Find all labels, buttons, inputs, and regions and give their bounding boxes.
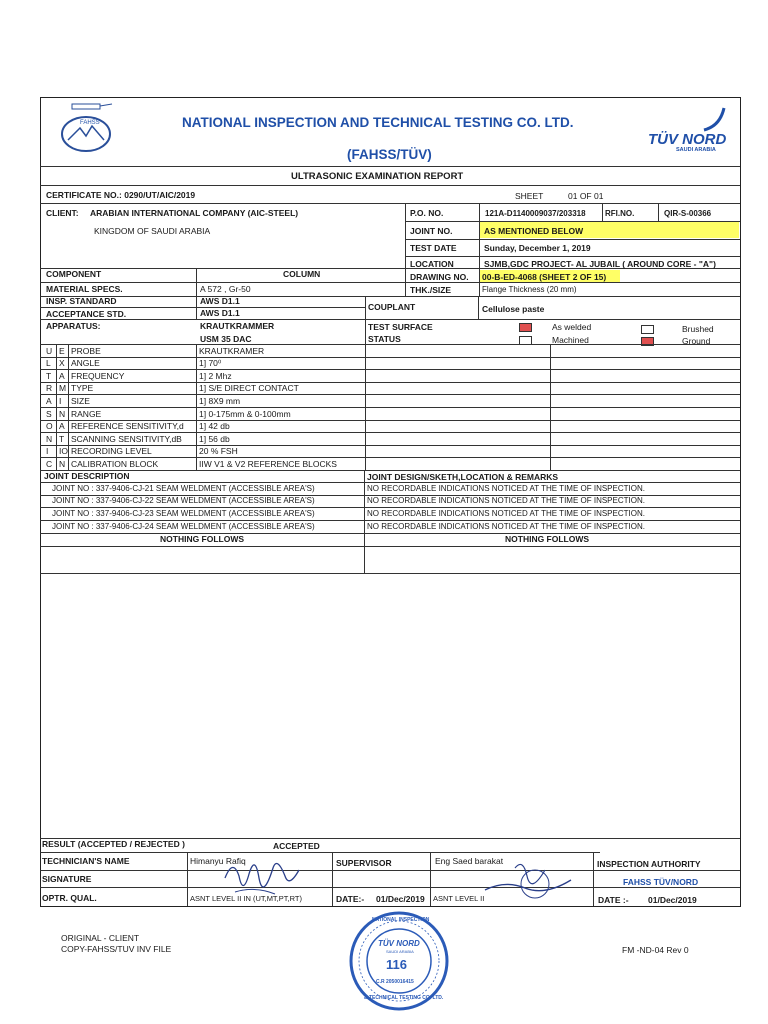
accept-std-label: ACCEPTANCE STD. bbox=[46, 309, 127, 319]
authority-value: FAHSS TÜV/NORD bbox=[623, 877, 699, 887]
as-welded-label: As welded bbox=[552, 322, 592, 332]
probe-row-letter-2: E bbox=[59, 345, 65, 356]
probe-row-letter-2: M bbox=[59, 383, 67, 394]
probe-row-value: 20 % FSH bbox=[199, 446, 238, 457]
stamp-cr: C.R 2050016415 bbox=[376, 979, 414, 985]
supervisor-signature bbox=[475, 850, 585, 915]
probe-row-value: IIW V1 & V2 REFERENCE BLOCKS bbox=[199, 458, 337, 469]
probe-row-value: 1] 70⁰ bbox=[199, 358, 222, 369]
result-label: RESULT (ACCEPTED / REJECTED ) bbox=[42, 839, 185, 849]
logo-text: FAHSS bbox=[80, 120, 100, 126]
tuv-brand: TÜV NORD bbox=[648, 131, 727, 148]
probe-row-label: FREQUENCY bbox=[71, 370, 125, 381]
joint-row-remark: NO RECORDABLE INDICATIONS NOTICED AT THE TIME OF INSPECTION. bbox=[367, 521, 645, 531]
tech-label: TECHNICIAN'S NAME bbox=[42, 856, 130, 866]
tech-name: Himanyu Rafiq bbox=[190, 856, 246, 866]
couplant-value: Cellulose paste bbox=[482, 304, 545, 314]
level2: ASNT LEVEL II bbox=[433, 894, 485, 903]
stamp-ring-top: NATIONAL INSPECTION bbox=[372, 917, 430, 923]
technician-signature bbox=[215, 848, 305, 913]
accept-std-value: AWS D1.1 bbox=[200, 308, 240, 318]
probe-row-value: KRAUTKRAMER bbox=[199, 345, 265, 356]
drawing-label: DRAWING NO. bbox=[410, 272, 469, 282]
rfi-label: RFI.NO. bbox=[605, 209, 635, 218]
sheet-value: 01 OF 01 bbox=[568, 191, 604, 201]
po-label: P.O. NO. bbox=[410, 208, 444, 218]
date1-value: 01/Dec/2019 bbox=[376, 894, 425, 904]
probe-row-label: REFERENCE SENSITIVITY,d bbox=[71, 421, 184, 432]
joint-row-remark: NO RECORDABLE INDICATIONS NOTICED AT THE TIME OF INSPECTION. bbox=[367, 496, 645, 506]
stamp-brand: TÜV NORD bbox=[378, 939, 420, 948]
insp-std-label: INSP. STANDARD bbox=[46, 296, 117, 306]
surface-label: TEST SURFACE bbox=[368, 322, 433, 332]
stamp-number: 116 bbox=[386, 957, 407, 972]
probe-row-letter-2: N bbox=[59, 408, 66, 419]
joint-desc-header: JOINT DESCRIPTION bbox=[44, 471, 130, 481]
probe-row-value: 1] S/E DIRECT CONTACT bbox=[199, 383, 299, 394]
probe-row-value: 1] 2 Mhz bbox=[199, 370, 232, 381]
probe-row-letter-1: C bbox=[46, 458, 53, 469]
component-label: COMPONENT bbox=[46, 269, 102, 279]
qual-value: ASNT LEVEL II IN (UT,MT,PT,RT) bbox=[190, 894, 302, 903]
test-date: Sunday, December 1, 2019 bbox=[484, 243, 591, 253]
probe-row-letter-1: N bbox=[46, 433, 53, 444]
drawing-value: 00-B-ED-4068 (SHEET 2 OF 15) bbox=[482, 272, 607, 282]
certificate-no: CERTIFICATE NO.: 0290/UT/AIC/2019 bbox=[46, 190, 196, 200]
status-label: STATUS bbox=[368, 334, 401, 344]
location-value: SJMB,GDC PROJECT- AL JUBAIL ( AROUND CORE - "A") bbox=[484, 259, 716, 269]
form-number: FM -ND-04 Rev 0 bbox=[622, 945, 689, 955]
probe-row-letter-2: N bbox=[59, 458, 66, 469]
probe-row-letter-2: X bbox=[59, 358, 65, 369]
client-name: ARABIAN INTERNATIONAL COMPANY (AIC-STEEL) bbox=[90, 208, 299, 218]
supervisor-label: SUPERVISOR bbox=[336, 858, 392, 868]
brushed-label: Brushed bbox=[682, 324, 714, 334]
probe-row-label: SCANNING SENSITIVITY,dB bbox=[71, 433, 182, 444]
date2-value: 01/Dec/2019 bbox=[648, 895, 697, 905]
joint-row-desc: JOINT NO : 337-9406-CJ-22 SEAM WELDMENT (ACCESSIBLE AREA'S) bbox=[52, 496, 315, 506]
probe-row-letter-2: A bbox=[59, 421, 65, 432]
date1-label: DATE:- bbox=[336, 894, 365, 904]
report-title: ULTRASONIC EXAMINATION REPORT bbox=[291, 171, 464, 182]
couplant-label: COUPLANT bbox=[368, 302, 416, 312]
probe-row-label: ANGLE bbox=[71, 358, 100, 369]
probe-row-letter-1: R bbox=[46, 383, 53, 394]
probe-row-label: CALIBRATION BLOCK bbox=[71, 458, 159, 469]
probe-row-letter-1: L bbox=[46, 358, 51, 369]
insp-std-value: AWS D1.1 bbox=[200, 296, 240, 306]
joint-row-desc: JOINT NO : 337-9406-CJ-23 SEAM WELDMENT (ACCESSIBLE AREA'S) bbox=[52, 508, 315, 518]
brushed-swatch bbox=[641, 325, 654, 334]
signature-label: SIGNATURE bbox=[42, 874, 92, 884]
date-label: TEST DATE bbox=[410, 243, 457, 253]
result-value: ACCEPTED bbox=[273, 841, 320, 851]
thk-value: Flange Thickness (20 mm) bbox=[482, 285, 577, 294]
tuv-swoosh-icon bbox=[700, 104, 730, 139]
probe-row-letter-1: U bbox=[46, 345, 53, 356]
probe-row-label: PROBE bbox=[71, 345, 101, 356]
nothing-follows-right: NOTHING FOLLOWS bbox=[505, 534, 590, 544]
probe-row-letter-1: T bbox=[46, 370, 52, 381]
rfi-value: QIR-S-00366 bbox=[664, 209, 712, 218]
joint-row-desc: JOINT NO : 337-9406-CJ-21 SEAM WELDMENT (ACCESSIBLE AREA'S) bbox=[52, 483, 315, 493]
probe-row-label: SIZE bbox=[71, 395, 90, 406]
tuv-sub: SAUDI ARABIA bbox=[676, 147, 716, 153]
probe-row-letter-1: A bbox=[46, 395, 52, 406]
copy-file: COPY-FAHSS/TUV INV FILE bbox=[61, 944, 172, 954]
joint-label: JOINT NO. bbox=[410, 226, 453, 236]
date2-label: DATE :- bbox=[598, 895, 629, 905]
fahss-logo bbox=[58, 102, 118, 154]
thk-label: THK./SIZE bbox=[410, 285, 452, 295]
joint-row-remark: NO RECORDABLE INDICATIONS NOTICED AT THE TIME OF INSPECTION. bbox=[367, 483, 645, 493]
material-value: A 572 , Gr-50 bbox=[200, 284, 251, 294]
joint-row-remark: NO RECORDABLE INDICATIONS NOTICED AT THE TIME OF INSPECTION. bbox=[367, 508, 645, 518]
joint-value: AS MENTIONED BELOW bbox=[484, 226, 584, 236]
stamp-sub: SAUDI ARABIA bbox=[386, 949, 414, 954]
component-value: COLUMN bbox=[283, 269, 321, 279]
probe-row-label: RANGE bbox=[71, 408, 102, 419]
company-name: NATIONAL INSPECTION AND TECHNICAL TESTING CO. LTD. bbox=[182, 115, 574, 130]
stamp-ring-bottom: & TECHNICAL TESTING CO. LTD. bbox=[364, 995, 444, 1001]
client-label: CLIENT: bbox=[46, 208, 79, 218]
probe-row-letter-2: T bbox=[59, 433, 65, 444]
po-value: 121A-D1140009037/203318 bbox=[485, 209, 586, 218]
copy-original: ORIGINAL - CLIENT bbox=[61, 933, 140, 943]
probe-row-label: RECORDING LEVEL bbox=[71, 446, 152, 457]
probe-row-letter-1: S bbox=[46, 408, 52, 419]
inspection-stamp bbox=[348, 910, 450, 1012]
material-label: MATERIAL SPECS. bbox=[46, 284, 123, 294]
apparatus-model: USM 35 DAC bbox=[200, 334, 252, 344]
client-country: KINGDOM OF SAUDI ARABIA bbox=[94, 226, 211, 236]
probe-row-value: 1] 0-175mm & 0-100mm bbox=[199, 408, 291, 419]
probe-row-value: 1] 42 db bbox=[199, 421, 230, 432]
probe-row-value: 1] 8X9 mm bbox=[199, 395, 241, 406]
sheet-label: SHEET bbox=[515, 191, 544, 201]
qual-label: OPTR. QUAL. bbox=[42, 893, 97, 903]
location-label: LOCATION bbox=[410, 259, 454, 269]
joint-remarks-header: JOINT DESIGN/SKETH,LOCATION & REMARKS bbox=[367, 472, 559, 482]
apparatus-value: KRAUTKRAMMER bbox=[200, 321, 275, 331]
apparatus-label: APPARATUS: bbox=[46, 321, 101, 331]
probe-row-letter-2: A bbox=[59, 370, 65, 381]
ground-label: Ground bbox=[682, 336, 711, 346]
joint-row-desc: JOINT NO : 337-9406-CJ-24 SEAM WELDMENT (ACCESSIBLE AREA'S) bbox=[52, 521, 315, 531]
nothing-follows-left: NOTHING FOLLOWS bbox=[160, 534, 245, 544]
probe-row-label: TYPE bbox=[71, 383, 94, 394]
authority-label: INSPECTION AUTHORITY bbox=[597, 859, 701, 869]
probe-row-letter-1: O bbox=[46, 421, 53, 432]
company-short: (FAHSS/TÜV) bbox=[347, 147, 432, 162]
supervisor-name: Eng Saed barakat bbox=[435, 856, 504, 866]
probe-row-value: 1] 56 db bbox=[199, 433, 230, 444]
probe-row-letter-2: I bbox=[59, 395, 62, 406]
as-welded-swatch bbox=[519, 323, 532, 332]
probe-row-letter-1: I bbox=[46, 446, 49, 457]
probe-row-letter-2: IO bbox=[59, 446, 68, 457]
machined-label: Machined bbox=[552, 335, 589, 345]
